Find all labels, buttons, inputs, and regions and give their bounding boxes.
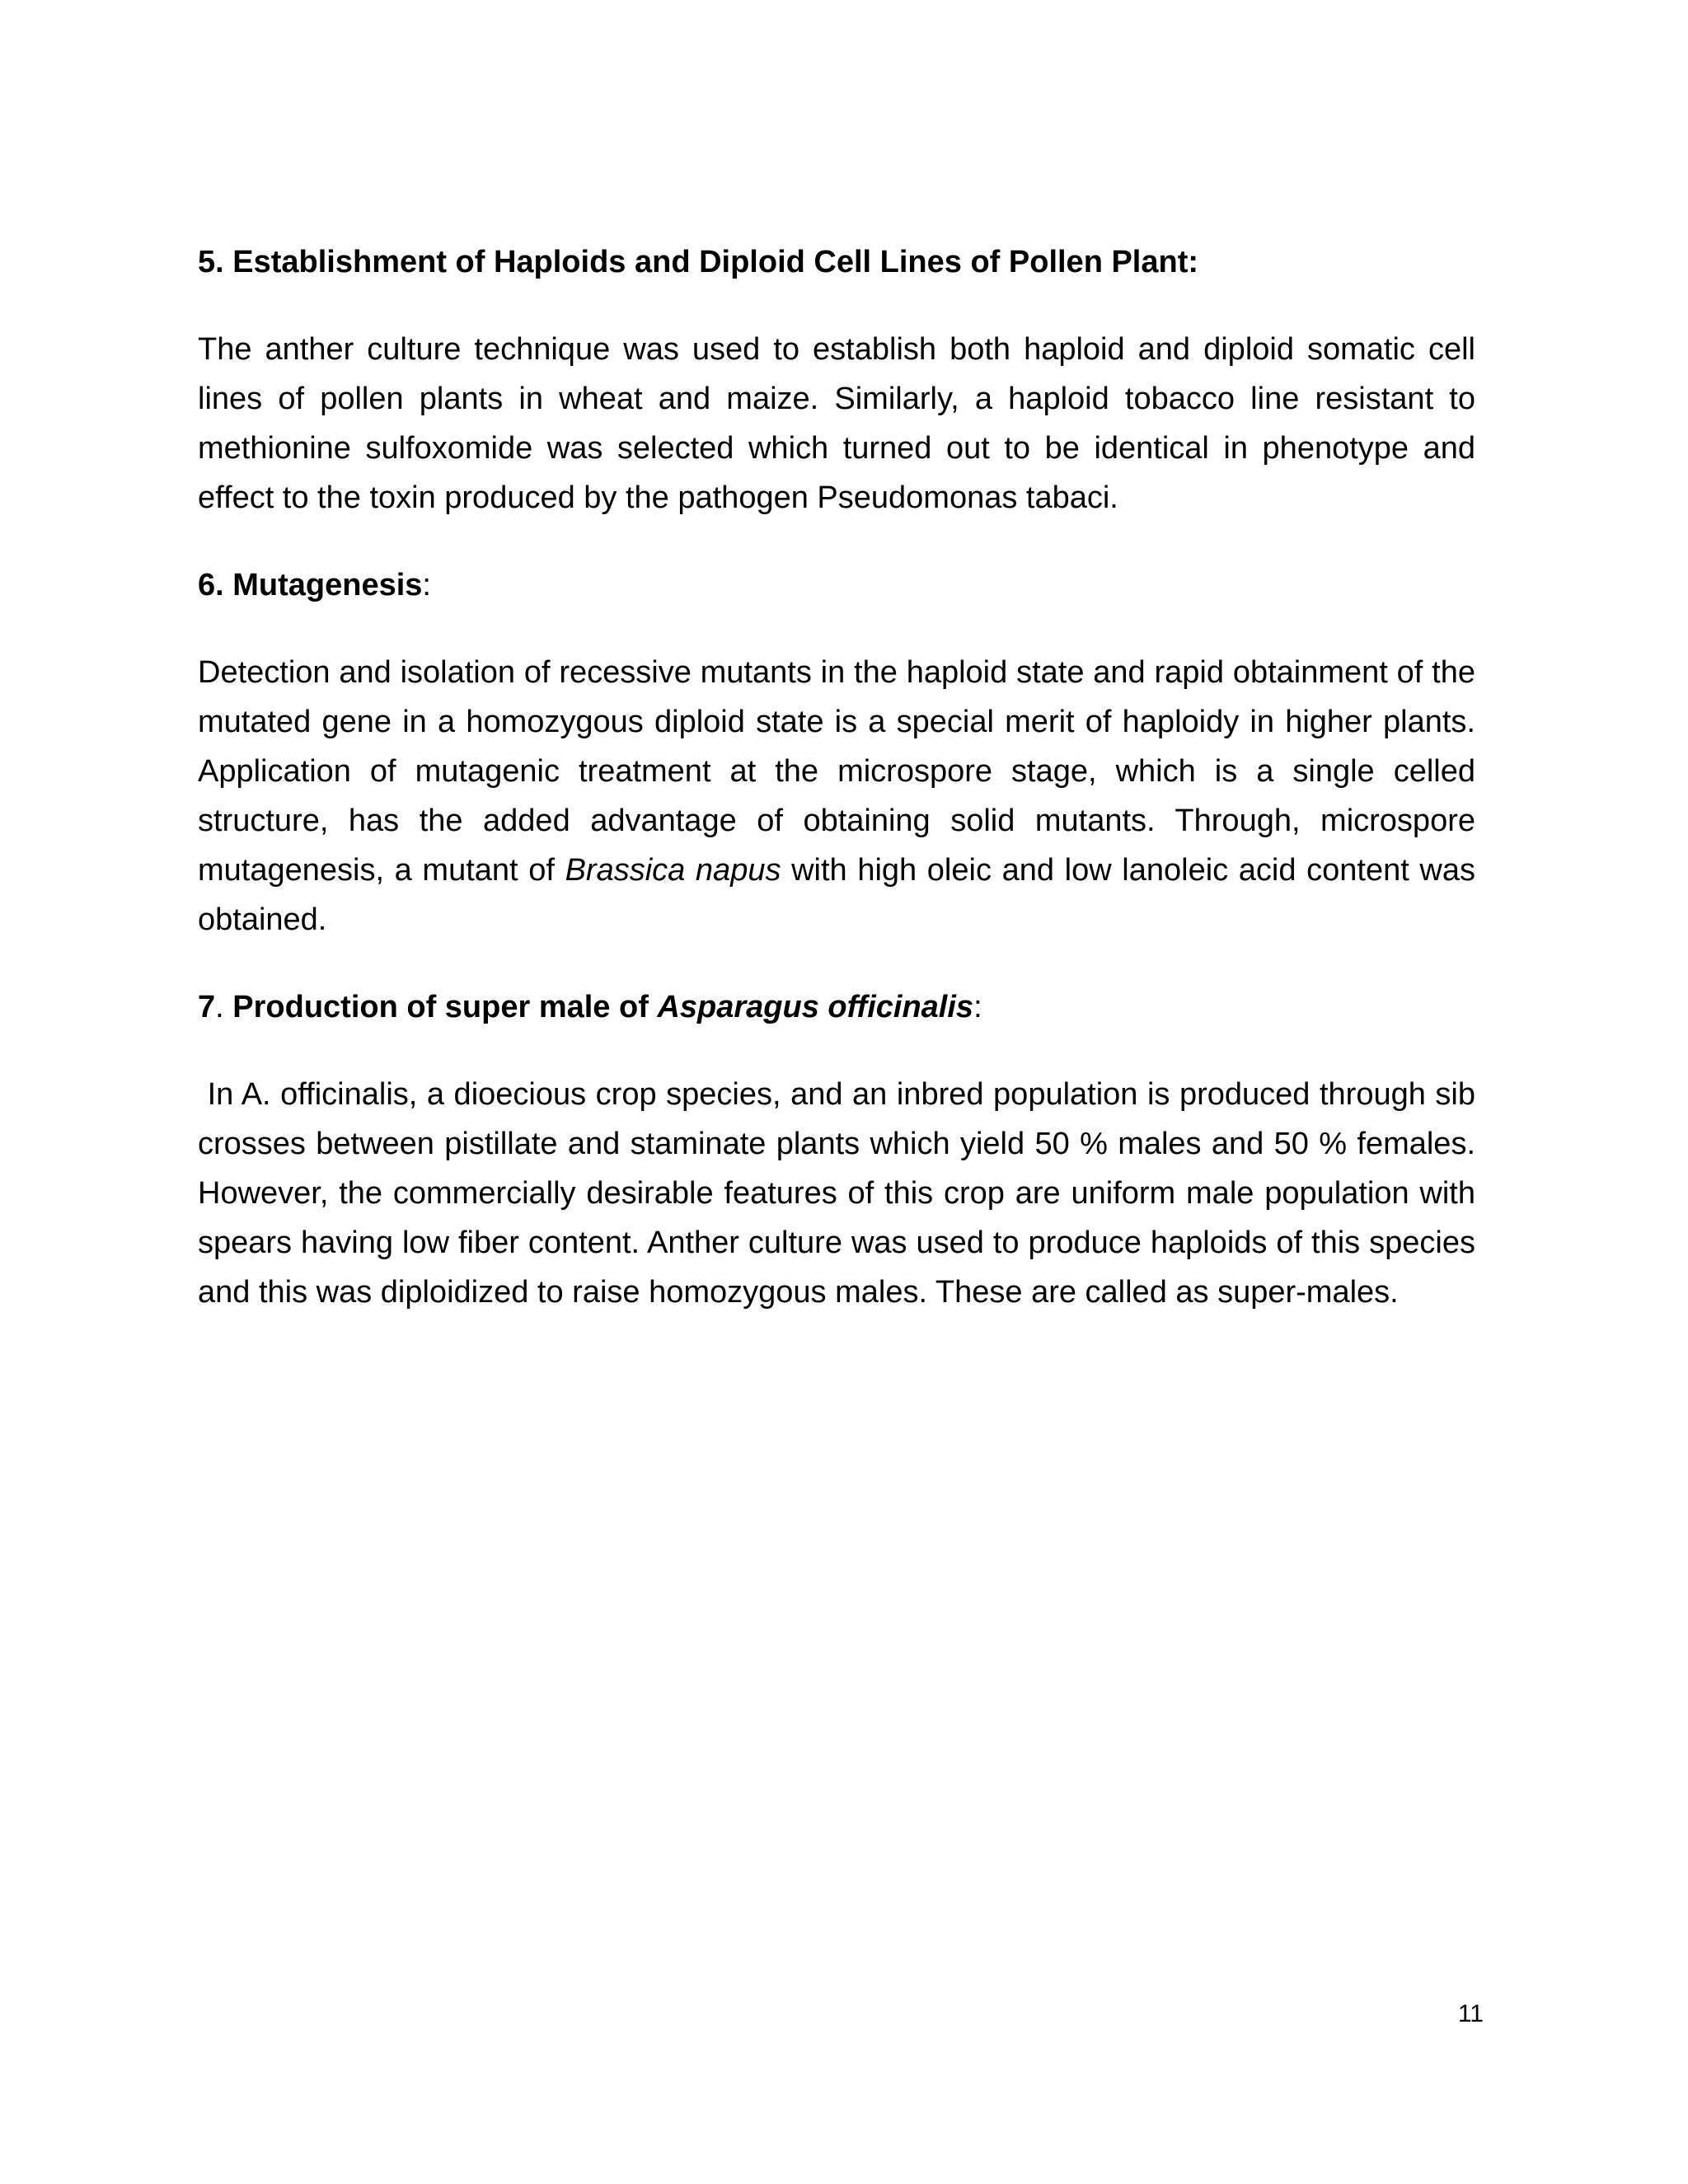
section-7-heading-colon: : bbox=[973, 990, 982, 1024]
section-7-heading-species: Asparagus officinalis bbox=[657, 990, 974, 1024]
section-5-heading bbox=[198, 237, 1475, 287]
section-6-paragraph-end: with high oleic and low lanoleic acid content was obtained. bbox=[198, 853, 1476, 937]
section-7-heading-dot: . bbox=[215, 990, 233, 1024]
section-6-heading bbox=[198, 560, 1475, 610]
species-name-brassica: Brassica napus bbox=[565, 853, 781, 888]
page-content bbox=[198, 237, 1484, 1355]
section-6-paragraph-start: Detection and isolation of recessive mutants in the haploid state and rapid obtainment of the mutated gene in a homozygous diploid state is a special merit of haploidy in higher plants. Application of mutagenic treatment at the microspore stage, which is a single celled structure, has the added advantage of obtaining solid mutants. Through, microspore mutagenesis, a mutant of bbox=[198, 655, 1475, 888]
section-6-heading-colon: : bbox=[422, 568, 431, 602]
section-7-heading-text: Production of super male of bbox=[232, 990, 658, 1024]
section-7-heading bbox=[198, 982, 1475, 1032]
page-number: 11 bbox=[1457, 2000, 1484, 2027]
section-7-heading-number: 7 bbox=[198, 990, 216, 1024]
section-5-heading-text: 5. Establishment of Haploids and Diploid Cell Lines of Pollen Plant: bbox=[198, 245, 1199, 279]
section-6-paragraph bbox=[198, 648, 1475, 944]
section-5-paragraph: The anther culture technique was used to establish both haploid and diploid somatic cell lines of pollen plants in wheat and maize. Similarly, a haploid tobacco line resistant to methionine sulfoxomide was selected which turned out to be identical in phenotype and effect to the toxin produced by the pathogen Pseudomonas tabaci. bbox=[198, 332, 1475, 515]
section-6-heading-text: 6. Mutagenesis bbox=[198, 568, 423, 602]
section-7-paragraph: In A. officinalis, a dioecious crop species, and an inbred population is produced through sib crosses between pistillate and staminate plants which yield 50 % males and 50 % females. However, the commercially desirable features of this crop are uniform male population with spears having low fiber content. Anther culture was used to produce haploids of this species and this was diploidized to raise homozygous males. These are called as super-males. bbox=[198, 1077, 1484, 1310]
